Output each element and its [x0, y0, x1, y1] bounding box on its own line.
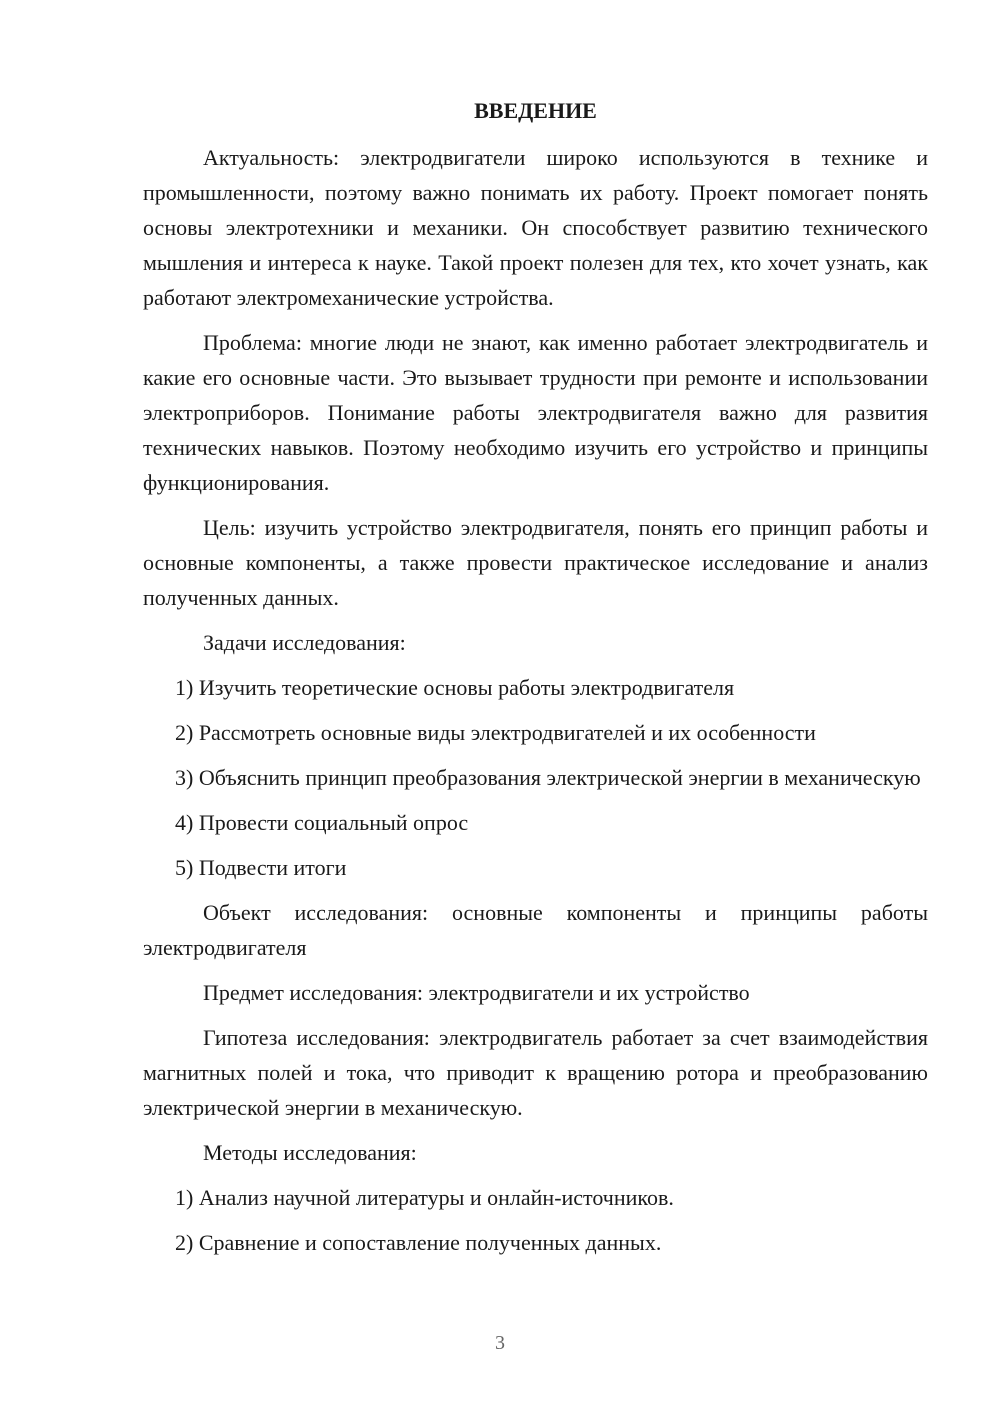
- method-item-2: 2) Сравнение и сопоставление полученных данных.: [175, 1230, 662, 1255]
- object-paragraph: Объект исследования: основные компоненты и принципы работы электродвигателя: [143, 900, 928, 960]
- task-item-2: 2) Рассмотреть основные виды электродвигателей и их особенности: [175, 720, 816, 745]
- task-item-1: 1) Изучить теоретические основы работы электродвигателя: [175, 675, 735, 700]
- problem-paragraph: Проблема: многие люди не знают, как именно работает электродвигатель и какие его основные части. Это вызывает трудности при ремонте и использовании электроприборов. Понимание работы электродвигателя важно для развития технических навыков. Поэтому необходимо изучить его устройство и принципы функционирования.: [143, 330, 928, 495]
- document-page: [143, 94, 928, 1270]
- relevance-paragraph: Актуальность: электродвигатели широко используются в технике и промышленности, поэтому важно понимать их работу. Проект помогает понять основы электротехники и механики. Он способствует развитию технического мышления и интереса к науке. Такой проект полезен для тех, кто хочет узнать, как работают электромеханические устройства.: [143, 145, 928, 310]
- task-item-5: 5) Подвести итоги: [175, 855, 347, 880]
- goal-paragraph: Цель: изучить устройство электродвигателя, понять его принцип работы и основные компоненты, а также провести практическое исследование и анализ полученных данных.: [143, 515, 928, 610]
- task-item-4: 4) Провести социальный опрос: [175, 810, 469, 835]
- method-item-1: 1) Анализ научной литературы и онлайн-источников.: [175, 1185, 674, 1210]
- section-title: ВВЕДЕНИЕ: [474, 98, 597, 123]
- task-item-3: 3) Объяснить принцип преобразования электрической энергии в механическую: [175, 765, 921, 790]
- page-number: 3: [495, 1332, 505, 1354]
- tasks-heading: Задачи исследования:: [203, 630, 406, 655]
- subject-paragraph: Предмет исследования: электродвигатели и их устройство: [203, 980, 750, 1005]
- methods-heading: Методы исследования:: [203, 1140, 417, 1165]
- hypothesis-paragraph: Гипотеза исследования: электродвигатель работает за счет взаимодействия магнитных полей и тока, что приводит к вращению ротора и преобразованию электрической энергии в механическую.: [143, 1025, 928, 1120]
